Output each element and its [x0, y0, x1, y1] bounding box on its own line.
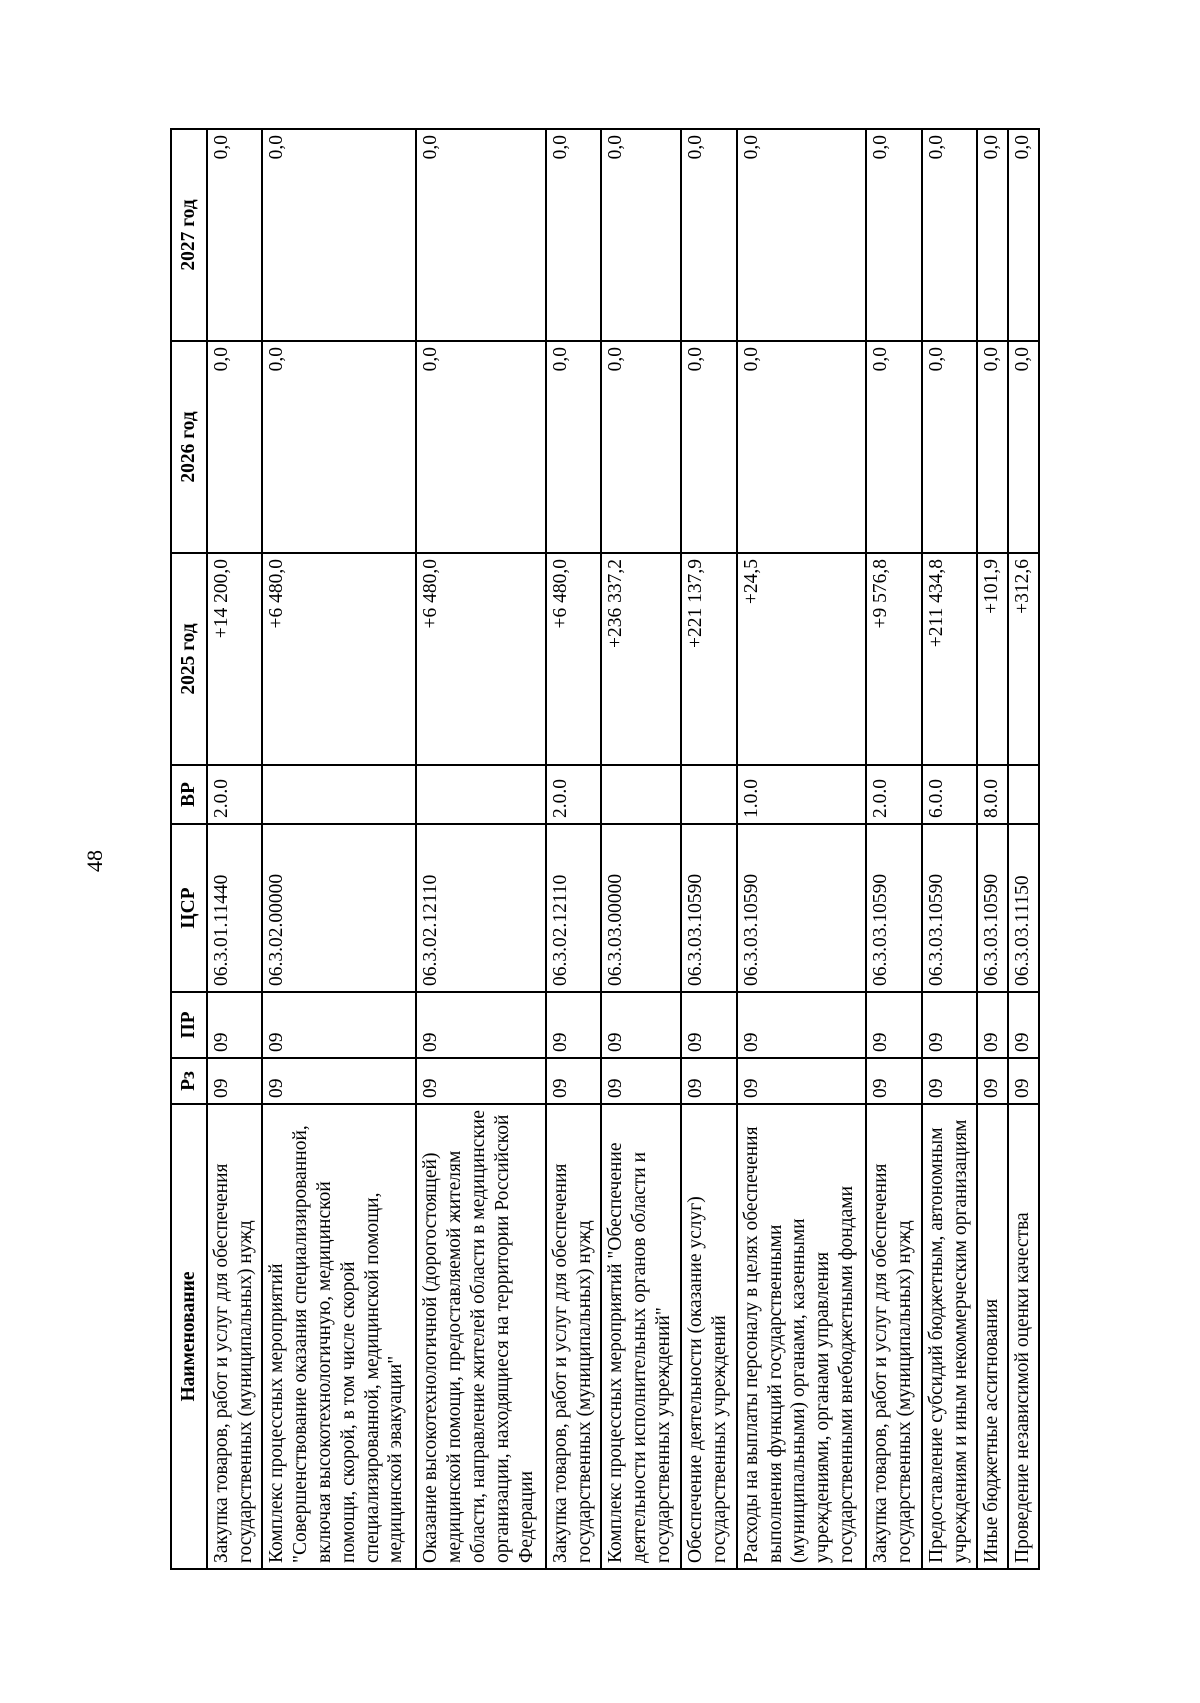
cell-2026: 0,0 — [601, 341, 681, 553]
cell-pr: 09 — [922, 992, 977, 1058]
header-2025: 2025 год — [171, 553, 207, 765]
cell-vr: 8.0.0 — [977, 765, 1008, 824]
header-2026: 2026 год — [171, 341, 207, 553]
cell-pr: 09 — [681, 992, 736, 1058]
cell-2026: 0,0 — [1008, 341, 1039, 553]
cell-name: Оказание высокотехнологичной (дорогостоящей) медицинской помощи, предоставляемой жителям области, направление жителей области в медицинские организации, находящиеся на территории Российской Федерации — [416, 1104, 545, 1569]
cell-2026: 0,0 — [866, 341, 921, 553]
cell-name: Закупка товаров, работ и услуг для обеспечения государственных (муниципальных) нужд — [866, 1104, 921, 1569]
cell-2026: 0,0 — [681, 341, 736, 553]
header-name: Наименование — [171, 1104, 207, 1569]
cell-2027: 0,0 — [681, 129, 736, 341]
cell-name: Закупка товаров, работ и услуг для обеспечения государственных (муниципальных) нужд — [207, 1104, 262, 1569]
cell-csr: 06.3.02.12110 — [546, 824, 601, 992]
table-row — [546, 129, 601, 1569]
header-csr: ЦСР — [171, 824, 207, 992]
table-row — [737, 129, 866, 1569]
cell-2027: 0,0 — [207, 129, 262, 341]
cell-pr: 09 — [866, 992, 921, 1058]
cell-2027: 0,0 — [262, 129, 416, 341]
cell-2027: 0,0 — [416, 129, 545, 341]
cell-rz: 09 — [416, 1058, 545, 1104]
cell-2025: +24,5 — [737, 553, 866, 765]
cell-csr: 06.3.03.11150 — [1008, 824, 1039, 992]
cell-vr — [681, 765, 736, 824]
cell-2027: 0,0 — [1008, 129, 1039, 341]
cell-2025: +312,6 — [1008, 553, 1039, 765]
cell-name: Комплекс процессных мероприятий "Обеспечение деятельности исполнительных органов области и государственных учреждений" — [601, 1104, 681, 1569]
table-row — [977, 129, 1008, 1569]
cell-csr: 06.3.03.00000 — [601, 824, 681, 992]
cell-2027: 0,0 — [866, 129, 921, 341]
table-row — [416, 129, 545, 1569]
cell-csr: 06.3.02.00000 — [262, 824, 416, 992]
cell-2027: 0,0 — [546, 129, 601, 341]
cell-pr: 09 — [416, 992, 545, 1058]
cell-2025: +101,9 — [977, 553, 1008, 765]
cell-pr: 09 — [262, 992, 416, 1058]
budget-table — [170, 128, 1040, 1570]
cell-pr: 09 — [207, 992, 262, 1058]
cell-vr — [416, 765, 545, 824]
cell-csr: 06.3.02.12110 — [416, 824, 545, 992]
cell-2025: +6 480,0 — [416, 553, 545, 765]
cell-rz: 09 — [207, 1058, 262, 1104]
cell-2026: 0,0 — [922, 341, 977, 553]
cell-2027: 0,0 — [922, 129, 977, 341]
cell-csr: 06.3.03.10590 — [866, 824, 921, 992]
table-row — [922, 129, 977, 1569]
cell-rz: 09 — [601, 1058, 681, 1104]
cell-vr — [601, 765, 681, 824]
cell-2025: +6 480,0 — [546, 553, 601, 765]
header-pr: ПР — [171, 992, 207, 1058]
header-rz: Рз — [171, 1058, 207, 1104]
cell-pr: 09 — [977, 992, 1008, 1058]
cell-pr: 09 — [601, 992, 681, 1058]
cell-rz: 09 — [1008, 1058, 1039, 1104]
table-row — [1008, 129, 1039, 1569]
cell-vr — [262, 765, 416, 824]
cell-csr: 06.3.03.10590 — [737, 824, 866, 992]
cell-rz: 09 — [922, 1058, 977, 1104]
table-row — [681, 129, 736, 1569]
cell-rz: 09 — [681, 1058, 736, 1104]
cell-csr: 06.3.03.10590 — [922, 824, 977, 992]
cell-2025: +6 480,0 — [262, 553, 416, 765]
table-header-row — [171, 129, 207, 1569]
cell-csr: 06.3.01.11440 — [207, 824, 262, 992]
cell-vr: 6.0.0 — [922, 765, 977, 824]
cell-name: Обеспечение деятельности (оказание услуг) государственных учреждений — [681, 1104, 736, 1569]
cell-name: Закупка товаров, работ и услуг для обеспечения государственных (муниципальных) нужд — [546, 1104, 601, 1569]
cell-rz: 09 — [866, 1058, 921, 1104]
cell-name: Иные бюджетные ассигнования — [977, 1104, 1008, 1569]
header-vr: ВР — [171, 765, 207, 824]
cell-name: Расходы на выплаты персоналу в целях обеспечения выполнения функций государственными (муниципальными) органами, казенными учреждениями, органами управления государственными внебюджетными фондами — [737, 1104, 866, 1569]
cell-2026: 0,0 — [546, 341, 601, 553]
page-number: 48 — [82, 850, 107, 872]
cell-name: Комплекс процессных мероприятий "Совершенствование оказания специализированной, включая высокотехнологичную, медицинской помощи, скорой, в том числе скорой специализированной, медицинской помощи, медицинской эвакуации" — [262, 1104, 416, 1569]
table-row — [601, 129, 681, 1569]
cell-rz: 09 — [546, 1058, 601, 1104]
cell-vr: 1.0.0 — [737, 765, 866, 824]
cell-2026: 0,0 — [416, 341, 545, 553]
cell-2026: 0,0 — [262, 341, 416, 553]
cell-2025: +9 576,8 — [866, 553, 921, 765]
cell-pr: 09 — [1008, 992, 1039, 1058]
cell-vr: 2.0.0 — [207, 765, 262, 824]
table-row — [262, 129, 416, 1569]
rotated-table-container — [170, 130, 1040, 1570]
cell-2025: +211 434,8 — [922, 553, 977, 765]
cell-2026: 0,0 — [977, 341, 1008, 553]
cell-name: Предоставление субсидий бюджетным, автономным учреждениям и иным некоммерческим организациям — [922, 1104, 977, 1569]
cell-vr — [1008, 765, 1039, 824]
cell-rz: 09 — [262, 1058, 416, 1104]
table-row — [207, 129, 262, 1569]
cell-2026: 0,0 — [737, 341, 866, 553]
cell-2025: +14 200,0 — [207, 553, 262, 765]
cell-csr: 06.3.03.10590 — [977, 824, 1008, 992]
cell-csr: 06.3.03.10590 — [681, 824, 736, 992]
cell-2025: +221 137,9 — [681, 553, 736, 765]
table-row — [866, 129, 921, 1569]
cell-vr: 2.0.0 — [866, 765, 921, 824]
cell-pr: 09 — [737, 992, 866, 1058]
cell-2027: 0,0 — [977, 129, 1008, 341]
cell-rz: 09 — [977, 1058, 1008, 1104]
header-2027: 2027 год — [171, 129, 207, 341]
cell-2025: +236 337,2 — [601, 553, 681, 765]
cell-pr: 09 — [546, 992, 601, 1058]
cell-2027: 0,0 — [737, 129, 866, 341]
cell-2027: 0,0 — [601, 129, 681, 341]
cell-rz: 09 — [737, 1058, 866, 1104]
cell-vr: 2.0.0 — [546, 765, 601, 824]
cell-name: Проведение независимой оценки качества — [1008, 1104, 1039, 1569]
cell-2026: 0,0 — [207, 341, 262, 553]
